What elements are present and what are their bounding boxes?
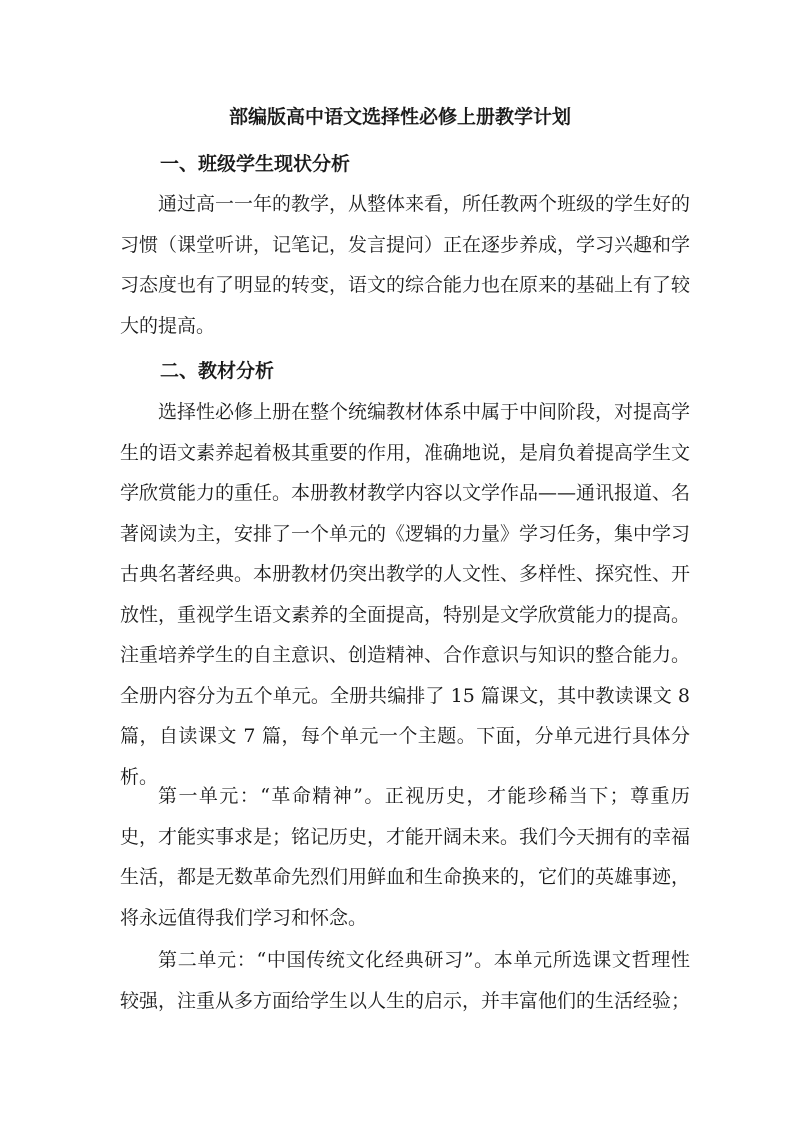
paragraph-textbook-analysis: 选择性必修上册在整个统编教材体系中属于中间阶段，对提高学生的语文素养起着极其重要的作用，准确地说，是肩负着提高学生文学欣赏能力的重任。本册教材教学内容以文学作品——通讯报道、名著阅读为主，安排了一个单元的《逻辑的力量》学习任务，集中学习古典名著经典。本册教材仍突出教学的人文性、多样性、探究性、开放性，重视学生语文素养的全面提高，特别是文学欣赏能力的提高。注重培养学生的自主意识、创造精神、合作意识与知识的整合能力。全册内容分为五个单元。全册共编排了 15 篇课文，其中教读课文 8 篇，自读课文 7 篇，每个单元一个主题。下面，分单元进行具体分析。	[120, 401, 691, 788]
section-heading-student-analysis: 一、班级学生现状分析	[160, 153, 351, 175]
section-heading-textbook-analysis: 二、教材分析	[160, 360, 275, 382]
paragraph-student-analysis: 通过高一一年的教学，从整体来看，所任教两个班级的学生好的习惯（课堂听讲，记笔记，发言提问）正在逐步养成，学习兴趣和学习态度也有了明显的转变，语文的综合能力也在原来的基础上有了较大的提高。	[120, 193, 691, 337]
document-title: 部编版高中语文选择性必修上册教学计划	[228, 106, 571, 128]
paragraph-unit-one: 第一单元：“革命精神”。正视历史，才能珍稀当下；尊重历史，才能实事求是；铭记历史，才能开阔未来。我们今天拥有的幸福生活，都是无数革命先烈们用鲜血和生命换来的，它们的英雄事迹，将永远值得我们学习和怀念。	[120, 785, 691, 929]
paragraph-unit-two: 第二单元：“中国传统文化经典研习”。本单元所选课文哲理性较强，注重从多方面给学生以人生的启示，并丰富他们的生活经验；	[120, 949, 691, 1012]
